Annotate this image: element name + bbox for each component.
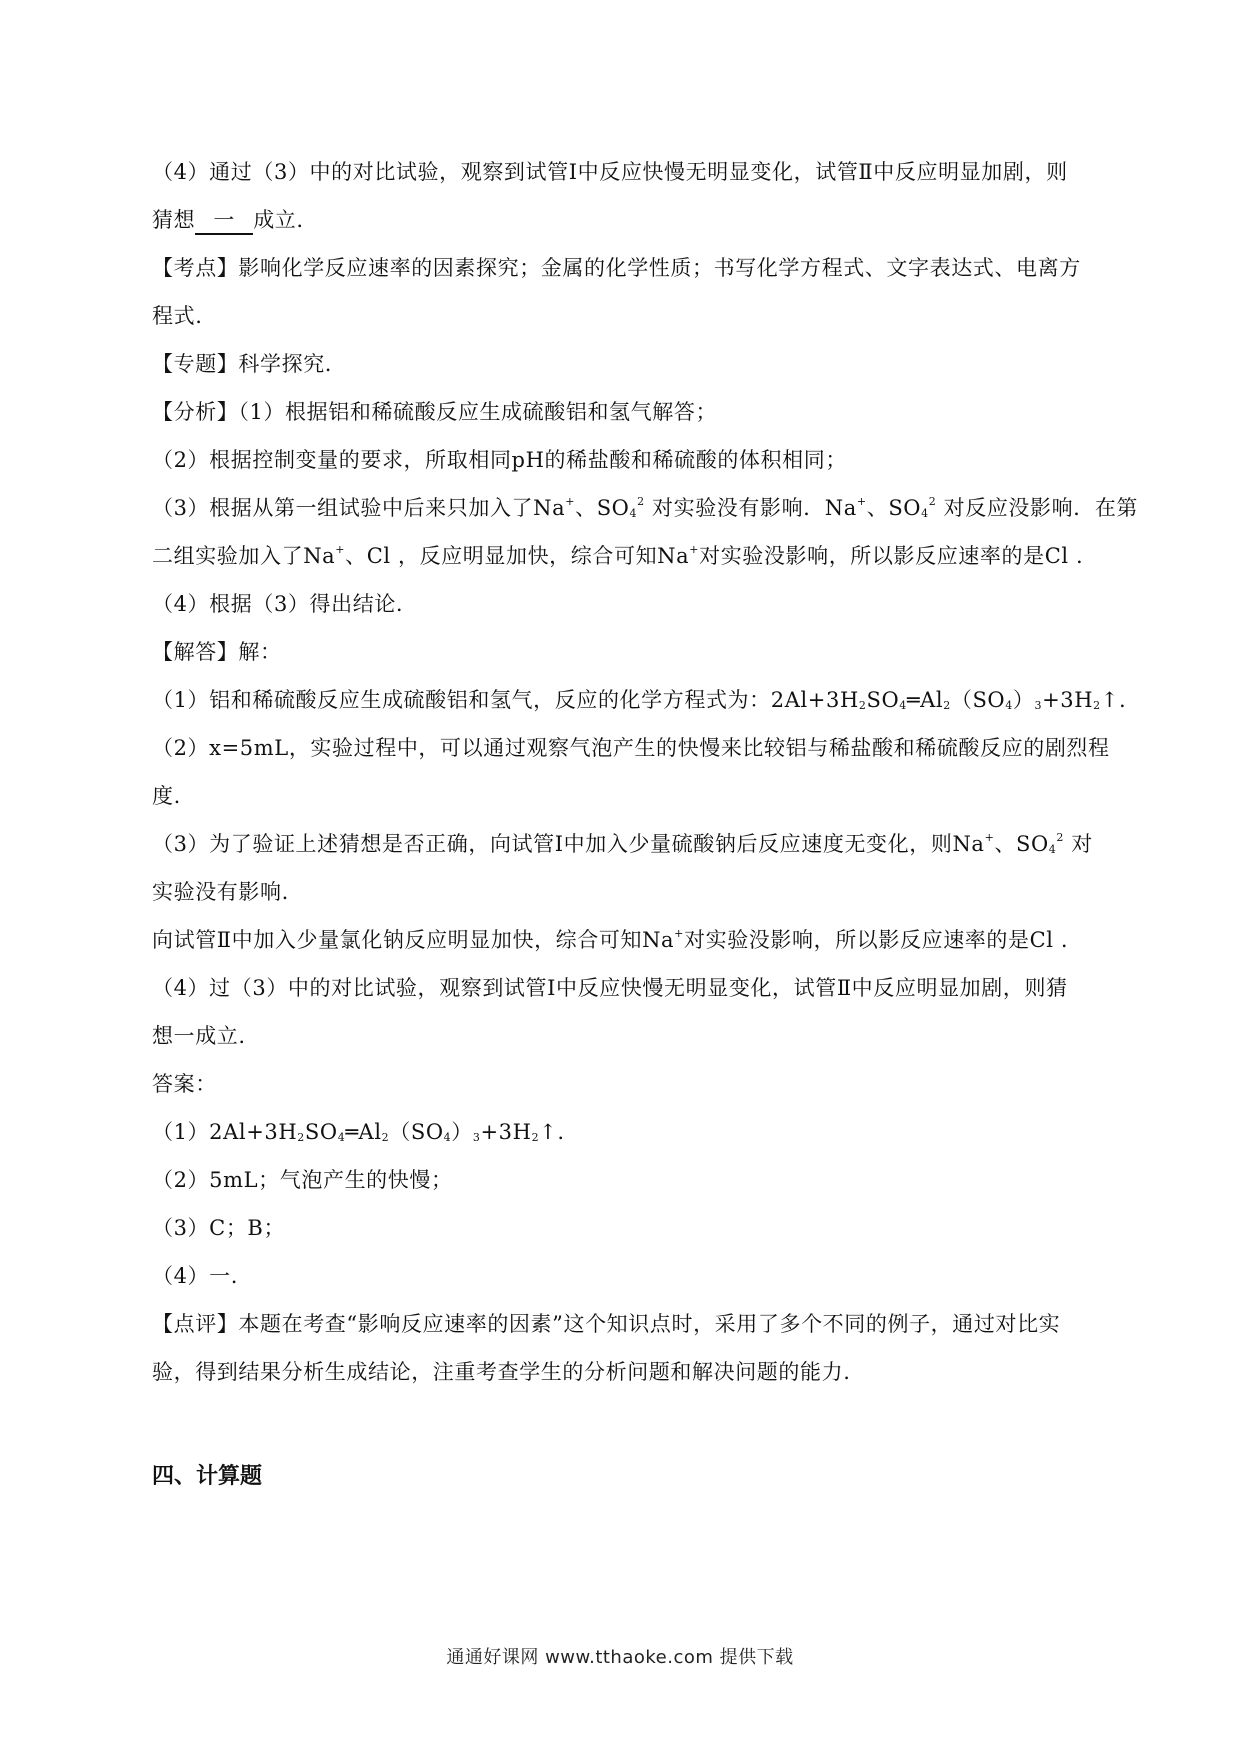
jieda-line-4: 度. xyxy=(152,784,181,808)
page-footer: 通通好课网 www.tthaoke.com 提供下载 xyxy=(446,1647,794,1668)
question-4-line-1: （4）通过（3）中的对比试验，观察到试管Ⅰ中反应快慢无明显变化，试管Ⅱ中反应明显加剧，则 xyxy=(152,160,1068,184)
kaodian-line-2: 程式. xyxy=(152,304,203,328)
answer-line-2: （2）5mL；气泡产生的快慢； xyxy=(152,1168,453,1192)
document-body xyxy=(152,148,1139,1500)
fenxi-line-2: （2）根据控制变量的要求，所取相同pH的稀盐酸和稀硫酸的体积相同； xyxy=(152,448,847,472)
jieda-line-2: （1）铝和稀硫酸反应生成硫酸铝和氢气，反应的化学方程式为：$2Al+3H_2SO_4═Al_2(SO_4)_3+3H_2↑$. xyxy=(152,688,1127,712)
jieda-line-3: （2）x=5mL，实验过程中，可以通过观察气泡产生的快慢来比较铝与稀盐酸和稀硫酸反应的剧烈程 xyxy=(152,736,1110,760)
answer-line-3: （3）C；B； xyxy=(152,1216,286,1240)
jieda-line-8: （4）过（3）中的对比试验，观察到试管Ⅰ中反应快慢无明显变化，试管Ⅱ中反应明显加剧，则猜 xyxy=(152,976,1068,1000)
answer-line-4: （4）一. xyxy=(152,1264,239,1288)
fenxi-line-4: 二组实验加入了Na+、Cl ，反应明显加快，综合可知Na+对实验没影响，所以影反应速率的是Cl . xyxy=(152,543,1084,568)
fenxi-line-3: （3）根据从第一组试验中后来只加入了Na+、$SO_4^2$ 对实验没有影响．Na+、$SO_4^2$ 对反应没影响．在第 xyxy=(152,495,1139,520)
jieda-line-9: 想一成立. xyxy=(152,1024,246,1048)
answer-label: 答案： xyxy=(152,1072,217,1096)
dianping-line-1: 【点评】本题在考查“影响反应速率的因素”这个知识点时，采用了多个不同的例子，通过对比实 xyxy=(152,1312,1061,1336)
fenxi-line-5: （4）根据（3）得出结论. xyxy=(152,592,404,616)
jieda-line-1: 【解答】解： xyxy=(152,640,282,664)
zhuanti-line: 【专题】科学探究. xyxy=(152,352,333,376)
dianping-line-2: 验，得到结果分析生成结论，注重考查学生的分析问题和解决问题的能力. xyxy=(152,1360,851,1384)
section-title: 四、计算题 xyxy=(152,1463,263,1489)
jieda-line-6: 实验没有影响. xyxy=(152,880,289,904)
fenxi-line-1: 【分析】（1）根据铝和稀硫酸反应生成硫酸铝和氢气解答； xyxy=(152,400,718,424)
answer-blank: 一 xyxy=(195,207,253,235)
question-4-line-2: 猜想 一 成立. xyxy=(152,196,1098,244)
kaodian-line-1: 【考点】影响化学反应速率的因素探究；金属的化学性质；书写化学方程式、文字表达式、电离方 xyxy=(152,256,1081,280)
answer-line-1: $(1)2Al+3H_2SO_4═Al_2(SO_4)_3+3H_2↑$. xyxy=(152,1120,565,1144)
jieda-line-7: 向试管Ⅱ中加入少量氯化钠反应明显加快，综合可知Na+对实验没影响，所以影反应速率的是Cl . xyxy=(152,927,1069,952)
section-spacer xyxy=(152,1396,1098,1452)
jieda-line-5: （3）为了验证上述猜想是否正确，向试管Ⅰ中加入少量硫酸钠后反应速度无变化，则Na+、$SO_4^2$ 对 xyxy=(152,831,1093,856)
